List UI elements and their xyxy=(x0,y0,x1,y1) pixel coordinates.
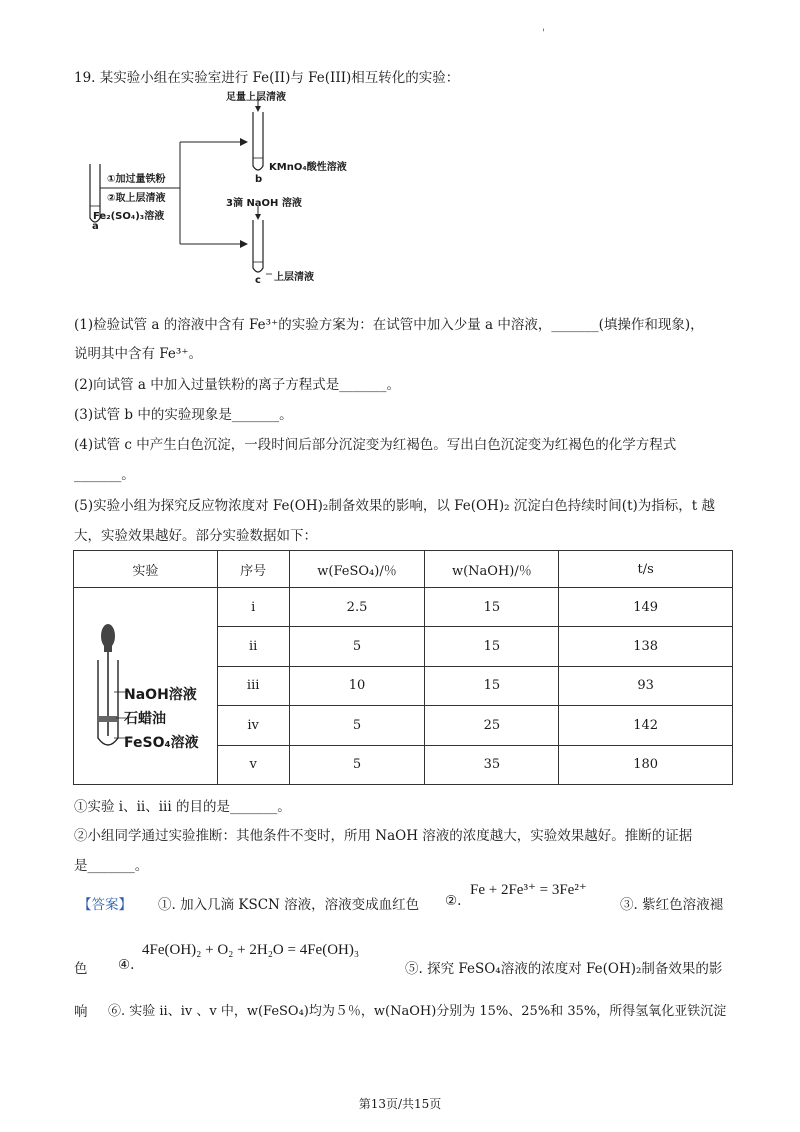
label-paraffin: 石蜡油 xyxy=(124,711,166,727)
q4-line1: (4)试管 c 中产生白色沉淀，一段时间后部分沉淀变为红褐色。写出白色沉淀变为红褐色的化学方程式 xyxy=(74,437,677,453)
header-index: 序号 xyxy=(217,551,289,588)
cell-id: iii xyxy=(217,666,289,705)
cell-time: 180 xyxy=(559,745,733,784)
q2: (2)向试管 a 中加入过量铁粉的离子方程式是_______。 xyxy=(74,377,401,393)
q5-line1: (5)实验小组为探究反应物浓度对 Fe(OH)₂制备效果的影响，以 Fe(OH)₂ 沉淀白色持续时间(t)为指标，t 越 xyxy=(74,498,715,514)
header-time: t/s xyxy=(559,551,733,588)
q1-line2: 说明其中含有 Fe³⁺。 xyxy=(74,346,202,362)
cell-time: 142 xyxy=(559,706,733,745)
header-feso4: w(FeSO₄)/％ xyxy=(289,551,425,588)
label-top: 足量上层清液 xyxy=(226,92,286,103)
answer-4-num: ④. xyxy=(118,957,135,973)
cell-time: 138 xyxy=(559,627,733,666)
cell-id: iv xyxy=(217,706,289,745)
cell-naoh: 35 xyxy=(425,745,559,784)
cell-feso4: 5 xyxy=(289,706,425,745)
answer-tag: 【答案】 xyxy=(78,897,132,913)
q3: (3)试管 b 中的实验现象是_______。 xyxy=(74,407,293,423)
data-table xyxy=(73,550,733,785)
apparatus-illustration xyxy=(74,588,217,784)
label-solution-b: KMnO₄酸性溶液 xyxy=(269,162,347,173)
q5-line2: 大，实验效果越好。部分实验数据如下： xyxy=(74,528,317,544)
label-solution-c: 上层清液 xyxy=(274,272,314,283)
table-row xyxy=(74,588,733,627)
cell-naoh: 25 xyxy=(425,706,559,745)
table-header-row xyxy=(74,551,733,588)
label-step1: ①加过量铁粉 xyxy=(107,174,166,185)
cell-time: 149 xyxy=(559,588,733,627)
q5-sub2-line1: ②小组同学通过实验推断：其他条件不变时，所用 NaOH 溶液的浓度越大，实验效果越好。推断的证据 xyxy=(74,828,693,844)
question-stem: 19. 某实验小组在实验室进行 Fe(II)与 Fe(III)相互转化的实验： xyxy=(74,70,460,86)
label-tube-c: c xyxy=(255,275,261,286)
label-tube-b: b xyxy=(255,174,263,185)
answer-2-num: ②. xyxy=(445,893,462,909)
cell-feso4: 2.5 xyxy=(289,588,425,627)
cell-id: ii xyxy=(217,627,289,666)
cell-naoh: 15 xyxy=(425,627,559,666)
answer-4-equation: 4Fe(OH)₂ + O₂ + 2H₂O = 4Fe(OH)₃ xyxy=(142,942,360,958)
q5-sub1: ①实验 i、ii、iii 的目的是_______。 xyxy=(74,799,291,815)
cell-id: v xyxy=(217,745,289,784)
experiment-diagram xyxy=(80,88,347,288)
label-step2: ②取上层清液 xyxy=(107,193,166,204)
q5-sub2-line2: 是_______。 xyxy=(74,858,149,874)
page-mark: ' xyxy=(542,28,545,39)
answer-2-equation: Fe + 2Fe³⁺ = 3Fe²⁺ xyxy=(470,882,587,898)
answer-1: ①. 加入几滴 KSCN 溶液，溶液变成血红色 xyxy=(158,897,420,913)
answer-3-cont: 色 xyxy=(74,961,88,977)
cell-time: 93 xyxy=(559,666,733,705)
q1-line1: (1)检验试管 a 的溶液中含有 Fe³⁺的实验方案为：在试管中加入少量 a 中溶液，_______(填操作和现象)， xyxy=(74,317,704,333)
answer-5: ⑤. 探究 FeSO₄溶液的浓度对 Fe(OH)₂制备效果的影 xyxy=(405,961,723,977)
answer-3: ③. 紫红色溶液褪 xyxy=(620,897,724,913)
label-feso4: FeSO₄溶液 xyxy=(124,735,199,751)
label-solution-a: Fe₂(SO₄)₃溶液 xyxy=(93,211,165,222)
label-tube-a: a xyxy=(92,221,99,232)
cell-naoh: 15 xyxy=(425,666,559,705)
page-footer: 第13页/共15页 xyxy=(358,1097,442,1111)
label-naoh: NaOH溶液 xyxy=(124,687,197,703)
answer-5-cont: 响 xyxy=(74,1004,88,1020)
cell-id: i xyxy=(217,588,289,627)
header-experiment: 实验 xyxy=(74,551,218,588)
answer-6: ⑥. 实验 ii、iv 、v 中，w(FeSO₄)均为５％，w(NaOH)分别为 15%、25%和 35%，所得氢氧化亚铁沉淀 xyxy=(108,1004,727,1019)
cell-feso4: 5 xyxy=(289,627,425,666)
cell-naoh: 15 xyxy=(425,588,559,627)
q4-line2: _______。 xyxy=(74,467,135,483)
diagram-lines xyxy=(80,88,340,288)
apparatus-cell xyxy=(74,588,218,785)
header-naoh: w(NaOH)/％ xyxy=(425,551,559,588)
label-mid: 3滴 NaOH 溶液 xyxy=(226,198,302,209)
cell-feso4: 10 xyxy=(289,666,425,705)
cell-feso4: 5 xyxy=(289,745,425,784)
